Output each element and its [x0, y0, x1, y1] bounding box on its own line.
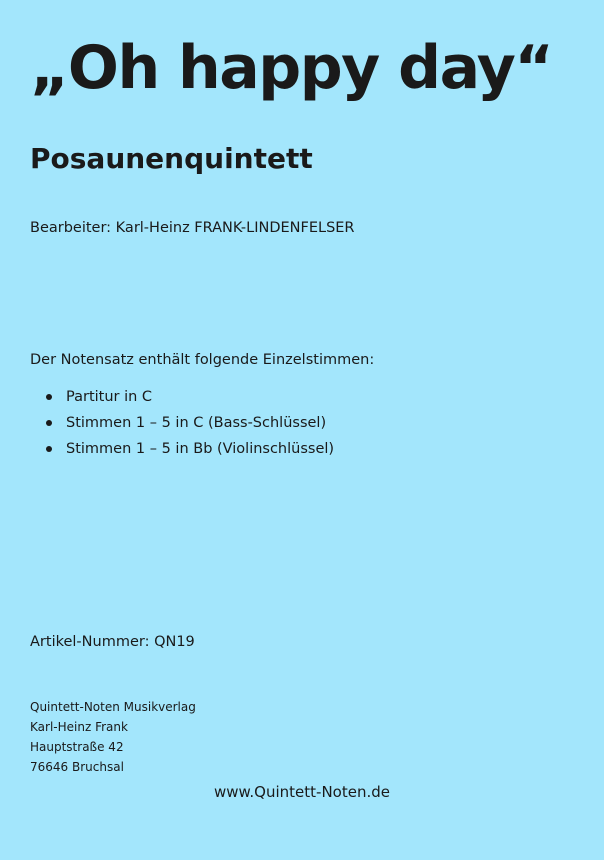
article-number: Artikel-Nummer: QN19 [30, 634, 195, 650]
list-item-label: Partitur in C [66, 389, 153, 405]
publisher-address [30, 697, 196, 777]
list-item [46, 384, 334, 410]
publisher-person: Karl-Heinz Frank [30, 720, 128, 734]
document-title: „Oh happy day“ [30, 33, 553, 103]
bullet-icon [46, 420, 52, 426]
list-item [46, 410, 334, 436]
publisher-street: Hauptstraße 42 [30, 740, 124, 754]
bullet-icon [46, 446, 52, 452]
publisher-name: Quintett-Noten Musikverlag [30, 700, 196, 714]
list-item-label: Stimmen 1 – 5 in Bb (Violinschlüssel) [66, 441, 335, 457]
arranger-line: Bearbeiter: Karl-Heinz FRANK-LINDENFELSER [30, 220, 355, 236]
document-subtitle: Posaunenquintett [30, 142, 313, 175]
list-item [46, 436, 334, 462]
publisher-city: 76646 Bruchsal [30, 760, 124, 774]
parts-list [46, 384, 334, 462]
website-url: www.Quintett-Noten.de [213, 783, 390, 801]
list-item-label: Stimmen 1 – 5 in C (Bass-Schlüssel) [66, 415, 327, 431]
bullet-icon [46, 394, 52, 400]
parts-intro: Der Notensatz enthält folgende Einzelstimmen: [30, 352, 375, 368]
